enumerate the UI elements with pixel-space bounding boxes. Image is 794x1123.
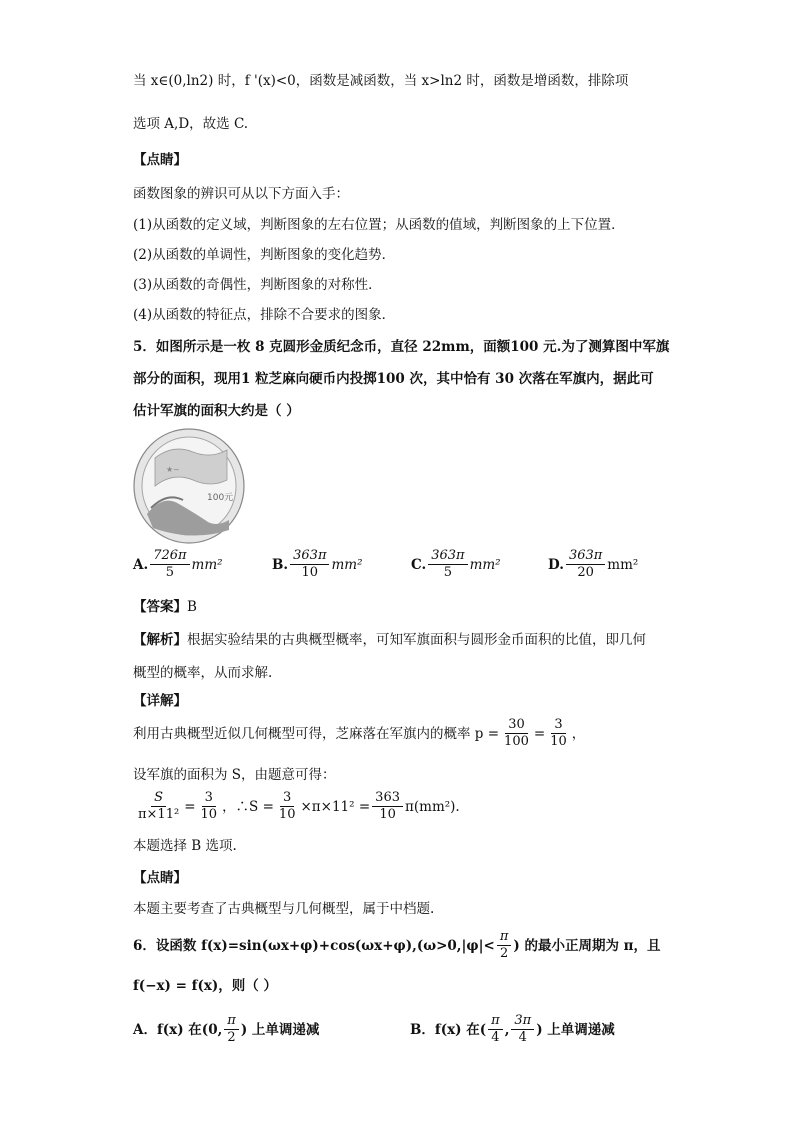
- question-5-line: 5．如图所示是一枚 8 克圆形金质纪念币，直径 22mm，面额100 元.为了测算图中军旗: [133, 339, 670, 355]
- question-6-option-b: B．f(x) 在( $\frac{\pi}{4}$ , $\frac{3\pi}{4}$ ) 上单调递减: [410, 1013, 615, 1045]
- text-line: 本题主要考查了古典概型与几何概型，属于中档题.: [133, 901, 435, 917]
- question-5-line: 部分的面积，现用1 粒芝麻向硬币内投掷100 次，其中恰有 30 次落在军旗内，据此可: [133, 371, 654, 387]
- equation-line: $\frac{S}{\text{π×11²}}$ = $\frac{3}{10}$ ，∴S = $\frac{3}{10}$ ×π×11² = $\frac{363}{10}$ π(mm²).: [138, 790, 460, 822]
- section-tag-dianjing: 【点睛】: [133, 152, 187, 168]
- text-line: (4)从函数的特征点，排除不合要求的图象．: [133, 307, 396, 323]
- text-line: 选项 A,D，故选 C.: [133, 116, 249, 132]
- option-b: B. $\frac{363\pi}{10}$ mm²: [272, 548, 363, 580]
- text-line: 本题选择 B 选项.: [133, 838, 237, 854]
- analysis-tag: 【解析】: [133, 632, 187, 648]
- coin-denomination: 100元: [207, 493, 234, 503]
- question-6-option-a: A．f(x) 在(0, $\frac{\pi}{2}$ ) 上单调递减: [133, 1013, 320, 1045]
- question-6-line: f(−x) = f(x)，则（ ）: [133, 978, 277, 994]
- section-tag-dianjing: 【点睛】: [133, 870, 187, 886]
- text-line: 设军旗的面积为 S，由题意可得：: [133, 767, 336, 783]
- text-line: 函数图象的辨识可从以下方面入手：: [133, 186, 349, 202]
- text-line: (3)从函数的奇偶性，判断图象的对称性．: [133, 277, 382, 293]
- option-a: A. $\frac{726\pi}{5}$ mm²: [133, 548, 223, 580]
- option-c: C. $\frac{363\pi}{5}$ mm²: [411, 548, 501, 580]
- option-d: D. $\frac{363\pi}{20}$ mm²: [548, 548, 639, 580]
- commemorative-coin-image: [133, 428, 246, 545]
- text-line: 当 x∈(0,ln2) 时，f '(x)<0，函数是减函数，当 x>ln2 时，函数是增函数，排除项: [133, 73, 629, 89]
- text-line: (2)从函数的单调性，判断图象的变化趋势．: [133, 247, 396, 263]
- answer-value: B: [187, 599, 197, 615]
- detail-tag: 【详解】: [133, 693, 187, 709]
- text-line: (1)从函数的定义域，判断图象的左右位置；从函数的值域，判断图象的上下位置．: [133, 217, 625, 233]
- question-5-line: 估计军旗的面积大约是（ ）: [133, 403, 300, 419]
- analysis-line: 【解析】根据实验结果的古典概型概率，可知军旗面积与圆形金币面积的比值，即几何: [133, 632, 646, 648]
- text-line: 概型的概率，从而求解.: [133, 665, 273, 681]
- answer-line: [133, 598, 197, 616]
- answer-tag: 【答案】: [133, 599, 187, 615]
- svg-text:★~: ★~: [166, 465, 180, 474]
- question-6-line: 6．设函数 f(x)=sin(ωx+φ)+cos(ωx+φ),(ω>0,|φ|< $\frac{\pi}{2}$ ) 的最小正周期为 π，且: [133, 929, 661, 961]
- detail-line-probability: 利用古典概型近似几何概型可得，芝麻落在军旗内的概率 p = $\frac{30}{100}$ = $\frac{3}{10}$ ，: [133, 717, 586, 749]
